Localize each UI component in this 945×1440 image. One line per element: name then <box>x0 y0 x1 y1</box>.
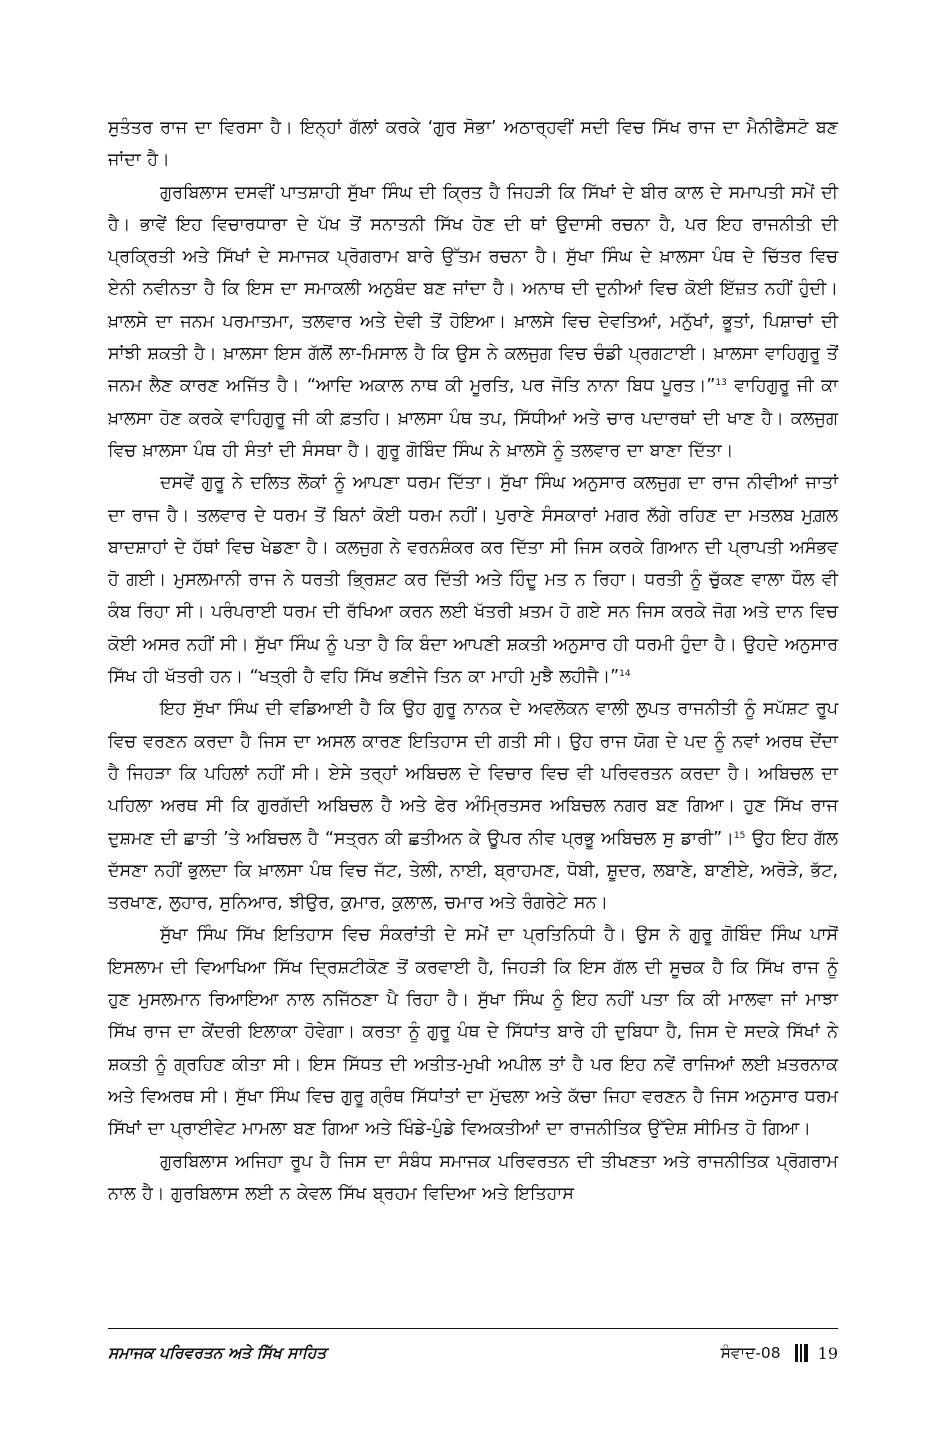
footer-bars-ornament <box>795 1344 808 1362</box>
bar-1 <box>795 1344 798 1362</box>
page-footer <box>108 1338 838 1368</box>
paragraph-text: ਇਹ ਸੁੱਖਾ ਸਿੰਘ ਦੀ ਵਡਿਆਈ ਹੈ ਕਿ ਉਹ ਗੁਰੂ ਨਾਨਕ ਦੇ ਅਵਲੋਕਨ ਵਾਲੀ ਲੁਪਤ ਰਾਜਨੀਤੀ ਨੂੰ ਸਪੱਸ਼ਟ ਰੂਪ ਵਿਚ ਵਰਣਨ ਕਰਦਾ ਹੈ ਜਿਸ ਦਾ ਅਸਲ ਕਾਰਣ ਇਤਿਹਾਸ ਦੀ ਗਤੀ ਸੀ। ਉਹ ਰਾਜ ਯੋਗ ਦੇ ਪਦ ਨੂੰ ਨਵਾਂ ਅਰਥ ਦੇਂਦਾ ਹੈ ਜਿਹੜਾ ਕਿ ਪਹਿਲਾਂ ਨਹੀਂ ਸੀ। ਏਸੇ ਤਰ੍ਹਾਂ ਅਬਿਚਲ ਦੇ ਵਿਚਾਰ ਵਿਚ ਵੀ ਪਰਿਵਰਤਨ ਕਰਦਾ ਹੈ। ਅਬਿਚਲ ਦਾ ਪਹਿਲਾ ਅਰਥ ਸੀ ਕਿ ਗੁਰਗੱਦੀ ਅਬਿਚਲ ਹੈ ਅਤੇ ਫੇਰ ਅੰਮ੍ਰਿਤਸਰ ਅਬਿਚਲ ਨਗਰ ਬਣ ਗਿਆ। ਹੁਣ ਸਿੱਖ ਰਾਜ ਦੁਸ਼ਮਣ ਦੀ ਛਾਤੀ ’ਤੇ ਅਬਿਚਲ ਹੈ “ਸਤ੍ਰਨ ਕੀ ਛਤੀਅਨ ਕੇ ਊਪਰ ਨੀਵ ਪ੍ਰਭੂ ਅਬਿਚਲ ਸੁ ਡਾਰੀ”। <box>108 699 838 849</box>
footer-right-group <box>721 1344 838 1363</box>
paragraph-sankranti <box>108 919 838 1145</box>
paragraph-text: ਗੁਰਬਿਲਾਸ ਦਸਵੀਂ ਪਾਤਸ਼ਾਹੀ ਸੁੱਖਾ ਸਿੰਘ ਦੀ ਕ੍ਰਿਤ ਹੈ ਜਿਹੜੀ ਕਿ ਸਿੱਖਾਂ ਦੇ ਬੀਰ ਕਾਲ ਦੇ ਸਮਾਪਤੀ ਸਮੇਂ ਦੀ ਹੈ। ਭਾਵੇਂ ਇਹ ਵਿਚਾਰਧਾਰਾ ਦੇ ਪੱਖ ਤੋਂ ਸਨਾਤਨੀ ਸਿੱਖ ਹੋਣ ਦੀ ਥਾਂ ਉਦਾਸੀ ਰਚਨਾ ਹੈ, ਪਰ ਇਹ ਰਾਜਨੀਤੀ ਦੀ ਪ੍ਰਕ੍ਰਿਤੀ ਅਤੇ ਸਿੱਖਾਂ ਦੇ ਸਮਾਜਕ ਪ੍ਰੋਗਰਾਮ ਬਾਰੇ ਉੱਤਮ ਰਚਨਾ ਹੈ। ਸੁੱਖਾ ਸਿੰਘ ਦੇ ਖ਼ਾਲਸਾ ਪੰਥ ਦੇ ਚਿੱਤਰ ਵਿਚ ਏਨੀ ਨਵੀਨਤਾ ਹੈ ਕਿ ਇਸ ਦਾ ਸਮਾਕਲੀ ਅਨੁਬੰਦ ਬਣ ਜਾਂਦਾ ਹੈ। ਅਨਾਥ ਦੀ ਦੁਨੀਆਂ ਵਿਚ ਕੋਈ ਇੱਜ਼ਤ ਨਹੀਂ ਹੁੰਦੀ। ਖ਼ਾਲਸੇ ਦਾ ਜਨਮ ਪਰਮਾਤਮਾ, ਤਲਵਾਰ ਅਤੇ ਦੇਵੀ ਤੋਂ ਹੋਇਆ। ਖ਼ਾਲਸੇ ਵਿਚ ਦੇਵਤਿਆਂ, ਮਨੁੱਖਾਂ, ਭੂਤਾਂ, ਪਿਸ਼ਾਚਾਂ ਦੀ ਸਾਂਝੀ ਸ਼ਕਤੀ ਹੈ। ਖ਼ਾਲਸਾ ਇਸ ਗੱਲੋਂ ਲਾ-ਮਿਸਾਲ ਹੈ ਕਿ ਉਸ ਨੇ ਕਲਜੁਗ ਵਿਚ ਚੰਡੀ ਪ੍ਰਗਟਾਈ। ਖ਼ਾਲਸਾ ਵਾਹਿਗੁਰੂ ਤੋਂ ਜਨਮ ਲੈਣ ਕਾਰਣ ਅਜਿੱਤ ਹੈ। “ਆਦਿ ਅਕਾਲ ਨਾਥ ਕੀ ਮੂਰਤਿ, ਪਰ ਜੋਤਿ ਨਾਨਾ ਬਿਧ ਪੂਰਤ।” <box>108 182 838 397</box>
footnote-marker: 14 <box>619 669 631 680</box>
paragraph-dasven-guru <box>108 467 838 693</box>
page-number: 19 <box>817 1343 838 1363</box>
bar-2 <box>800 1344 802 1362</box>
paragraph-text: ਗੁਰਬਿਲਾਸ ਅਜਿਹਾ ਰੂਪ ਹੈ ਜਿਸ ਦਾ ਸੰਬੰਧ ਸਮਾਜਕ ਪਰਿਵਰਤਨ ਦੀ ਤੀਖਣਤਾ ਅਤੇ ਰਾਜਨੀਤਿਕ ਪ੍ਰੋਗਰਾਮ ਨਾਲ ਹੈ। ਗੁਰਬਿਲਾਸ ਲਈ ਨ ਕੇਵਲ ਸਿੱਖ ਬ੍ਰਹਮ ਵਿਦਿਆ ਅਤੇ ਇਤਿਹਾਸ <box>108 1151 838 1204</box>
paragraph-text: ਸੁੱਖਾ ਸਿੰਘ ਸਿੱਖ ਇਤਿਹਾਸ ਵਿਚ ਸੰਕਰਾਂਤੀ ਦੇ ਸਮੇਂ ਦਾ ਪ੍ਰਤਿਨਿਧੀ ਹੈ। ਉਸ ਨੇ ਗੁਰੂ ਗੋਬਿੰਦ ਸਿੰਘ ਪਾਸੋਂ ਇਸਲਾਮ ਦੀ ਵਿਆਖਿਆ ਸਿੱਖ ਦ੍ਰਿਸ਼ਟੀਕੋਣ ਤੋਂ ਕਰਵਾਈ ਹੈ, ਜਿਹੜੀ ਕਿ ਇਸ ਗੱਲ ਦੀ ਸੂਚਕ ਹੈ ਕਿ ਸਿੱਖ ਰਾਜ ਨੂੰ ਹੁਣ ਮੁਸਲਮਾਨ ਰਿਆਇਆ ਨਾਲ ਨਜਿੱਠਣਾ ਪੈ ਰਿਹਾ ਹੈ। ਸੁੱਖਾ ਸਿੰਘ ਨੂੰ ਇਹ ਨਹੀਂ ਪਤਾ ਕਿ ਕੀ ਮਾਲਵਾ ਜਾਂ ਮਾਝਾ ਸਿੱਖ ਰਾਜ ਦਾ ਕੇਂਦਰੀ ਇਲਾਕਾ ਹੋਵੇਗਾ। ਕਰਤਾ ਨੂੰ ਗੁਰੂ ਪੰਥ ਦੇ ਸਿੱਧਾਂਤ ਬਾਰੇ ਹੀ ਦੁਬਿਧਾ ਹੈ, ਜਿਸ ਦੇ ਸਦਕੇ ਸਿੱਖਾਂ ਨੇ ਸ਼ਕਤੀ ਨੂੰ ਗ੍ਰਹਿਣ ਕੀਤਾ ਸੀ। ਇਸ ਸਿੱਧਤ ਦੀ ਅਤੀਤ-ਮੁਖੀ ਅਪੀਲ ਤਾਂ ਹੈ ਪਰ ਇਹ ਨਵੇਂ ਰਾਜਿਆਂ ਲਈ ਖ਼ਤਰਨਾਕ ਅਤੇ ਵਿਅਰਥ ਸੀ। ਸੁੱਖਾ ਸਿੰਘ ਵਿਚ ਗੁਰੂ ਗ੍ਰੰਥ ਸਿੱਧਾਂਤਾਂ ਦਾ ਮੁੱਢਲਾ ਅਤੇ ਕੱਚਾ ਜਿਹਾ ਵਰਣਨ ਹੈ ਜਿਸ ਅਨੁਸਾਰ ਧਰਮ ਸਿੱਖਾਂ ਦਾ ਪ੍ਰਾਈਵੇਟ ਮਾਮਲਾ ਬਣ ਗਿਆ ਅਤੇ ਖਿੰਡੇ-ਪੁੰਡੇ ਵਿਅਕਤੀਆਂ ਦਾ ਰਾਜਨੀਤਿਕ ਉੱਦੇਸ਼ ਸੀਮਿਤ ਹੋ ਗਿਆ। <box>108 925 838 1140</box>
paragraph-gurbilas <box>108 177 838 468</box>
footnote-marker: 13 <box>715 378 727 389</box>
paragraph-gurbilas-roop <box>108 1146 838 1211</box>
footer-issue: ਸੰਵਾਦ-08 <box>720 1343 781 1362</box>
paragraph-vadiayi <box>108 693 838 919</box>
bar-3 <box>804 1344 808 1362</box>
paragraph-continuation <box>108 112 838 177</box>
paragraph-text: ਦਸਵੇਂ ਗੁਰੂ ਨੇ ਦਲਿਤ ਲੋਕਾਂ ਨੂੰ ਆਪਣਾ ਧਰਮ ਦਿੱਤਾ। ਸੁੱਖਾ ਸਿੰਘ ਅਨੁਸਾਰ ਕਲਜੁਗ ਦਾ ਰਾਜ ਨੀਵੀਆਂ ਜਾਤਾਂ ਦਾ ਰਾਜ ਹੈ। ਤਲਵਾਰ ਦੇ ਧਰਮ ਤੋਂ ਬਿਨਾਂ ਕੋਈ ਧਰਮ ਨਹੀਂ। ਪੁਰਾਣੇ ਸੰਸਕਾਰਾਂ ਮਗਰ ਲੱਗੇ ਰਹਿਣ ਦਾ ਮਤਲਬ ਮੁਗ਼ਲ ਬਾਦਸ਼ਾਹਾਂ ਦੇ ਹੱਥਾਂ ਵਿਚ ਖੇਡਣਾ ਹੈ। ਕਲਜੁਗ ਨੇ ਵਰਨਸ਼ੰਕਰ ਕਰ ਦਿੱਤਾ ਸੀ ਜਿਸ ਕਰਕੇ ਗਿਆਨ ਦੀ ਪ੍ਰਾਪਤੀ ਅਸੰਭਵ ਹੋ ਗਈ। ਮੁਸਲਮਾਨੀ ਰਾਜ ਨੇ ਧਰਤੀ ਭ੍ਰਿਸ਼ਟ ਕਰ ਦਿੱਤੀ ਅਤੇ ਹਿੰਦੂ ਮਤ ਨ ਰਿਹਾ। ਧਰਤੀ ਨੂੰ ਚੁੱਕਣ ਵਾਲਾ ਧੌਲ ਵੀ ਕੰਬ ਰਿਹਾ ਸੀ। ਪਰੰਪਰਾਈ ਧਰਮ ਦੀ ਰੱਖਿਆ ਕਰਨ ਲਈ ਖੱਤਰੀ ਖ਼ਤਮ ਹੋ ਗਏ ਸਨ ਜਿਸ ਕਰਕੇ ਜੋਗ ਅਤੇ ਦਾਨ ਵਿਚ ਕੋਈ ਅਸਰ ਨਹੀਂ ਸੀ। ਸੁੱਖਾ ਸਿੰਘ ਨੂੰ ਪਤਾ ਹੈ ਕਿ ਬੰਦਾ ਆਪਣੀ ਸ਼ਕਤੀ ਅਨੁਸਾਰ ਹੀ ਧਰਮੀ ਹੁੰਦਾ ਹੈ। ਉਹਦੇ ਅਨੁਸਾਰ ਸਿੱਖ ਹੀ ਖੱਤਰੀ ਹਨ। “ਖਤ੍ਰੀ ਹੈ ਵਹਿ ਸਿੱਖ ਭਣੀਜੇ ਤਿਨ ਕਾ ਮਾਹੀ ਮੁਝੈ ਲਹੀਜੈ।” <box>108 473 838 688</box>
footer-rule <box>108 1328 838 1329</box>
footer-book-title: ਸਮਾਜਕ ਪਰਿਵਰਤਨ ਅਤੇ ਸਿੱਖ ਸਾਹਿਤ <box>108 1343 327 1362</box>
page-body <box>108 112 838 1210</box>
paragraph-text-tail: ਵਾਹਿਗੁਰੂ ਜੀ ਕਾ ਖ਼ਾਲਸਾ ਹੋਣ ਕਰਕੇ ਵਾਹਿਗੁਰੂ ਜੀ ਕੀ ਫ਼ਤਹਿ। ਖ਼ਾਲਸਾ ਪੰਥ ਤਪ, ਸਿੱਧੀਆਂ ਅਤੇ ਚਾਰ ਪਦਾਰਥਾਂ ਦੀ ਖਾਣ ਹੈ। ਕਲਜੁਗ ਵਿਚ ਖ਼ਾਲਸਾ ਪੰਥ ਹੀ ਸੰਤਾਂ ਦੀ ਸੰਸਥਾ ਹੈ। ਗੁਰੂ ਗੋਬਿੰਦ ਸਿੰਘ ਨੇ ਖ਼ਾਲਸੇ ਨੂੰ ਤਲਵਾਰ ਦਾ ਬਾਣਾ ਦਿੱਤਾ। <box>108 376 838 461</box>
paragraph-text: ਸੁਤੰਤਰ ਰਾਜ ਦਾ ਵਿਰਸਾ ਹੈ। ਇਨ੍ਹਾਂ ਗੱਲਾਂ ਕਰਕੇ ‘ਗੁਰ ਸੋਭਾ’ ਅਠਾਰ੍ਹਵੀਂ ਸਦੀ ਵਿਚ ਸਿੱਖ ਰਾਜ ਦਾ ਮੈਨੀਫੈਸਟੋ ਬਣ ਜਾਂਦਾ ਹੈ। <box>108 118 838 171</box>
paragraph-text-tail: ਉਹ ਇਹ ਗੱਲ ਦੱਸਣਾ ਨਹੀਂ ਭੁਲਦਾ ਕਿ ਖ਼ਾਲਸਾ ਪੰਥ ਵਿਚ ਜੱਟ, ਤੇਲੀ, ਨਾਈ, ਬ੍ਰਾਹਮਣ, ਧੋਬੀ, ਸ਼ੂਦਰ, ਲਬਾਣੇ, ਬਾਣੀਏ, ਅਰੋੜੇ, ਭੱਟ, ਤਰਖਾਣ, ਲੁਹਾਰ, ਸੁਨਿਆਰ, ਝੀਉਰ, ਕੁਮਾਰ, ਕੁਲਾਲ, ਚਮਾਰ ਅਤੇ ਰੰਗਰੇਟੇ ਸਨ। <box>108 828 838 914</box>
footnote-marker: 15 <box>733 830 746 841</box>
